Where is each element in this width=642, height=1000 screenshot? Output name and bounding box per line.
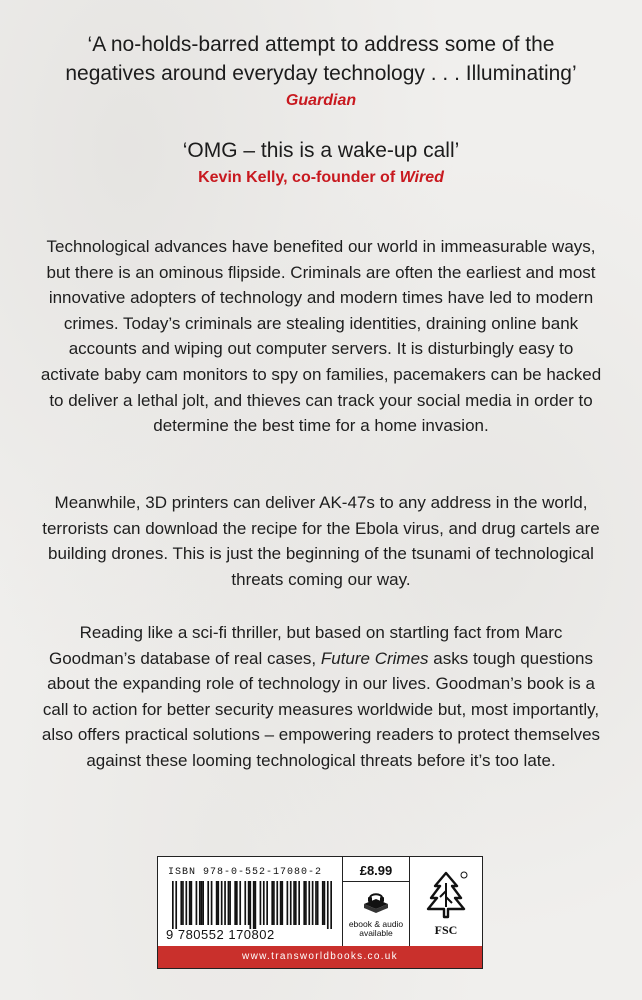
- paragraph-text: Meanwhile, 3D printers can deliver AK-47s to any address in the world, terrorists can download the recipe for the Ebola virus, and drug cartels are building drones. This is just the beginning of the tsunami of technological threats coming our way.: [42, 493, 600, 589]
- isbn-area: [158, 857, 342, 946]
- quote-attribution: [0, 90, 642, 112]
- guardian-quote: [0, 30, 642, 112]
- barcode-icon: [172, 881, 332, 931]
- attribution-wired: Wired: [399, 169, 444, 186]
- price-label: £8.99: [359, 863, 393, 878]
- publisher-website: www.transworldbooks.co.uk: [158, 946, 482, 968]
- blurb-paragraph-2: [40, 490, 602, 592]
- quote-text-line-1: ‘A no-holds-barred attempt to address some of the: [87, 33, 555, 56]
- kelly-quote: [0, 136, 642, 189]
- ebook-availability: [343, 920, 409, 938]
- ebook-audio-icon: [361, 887, 391, 917]
- blurb-paragraph-1: [40, 234, 602, 439]
- paragraph-text-part-2: asks tough questions about the expanding role of technology in our lives. Goodman’s book is a call to action for better security measures worldwide but, most importantly, also offers practical solutions – empowering readers to protect themselves against these looming technological threats before it’s too late.: [41, 648, 601, 770]
- attribution-name: Kevin Kelly, co-founder of: [198, 169, 400, 186]
- ebook-line-2: available: [359, 928, 393, 938]
- fsc-tree-icon: [424, 869, 468, 921]
- ebook-line-1: ebook & audio: [348, 919, 404, 929]
- fsc-area: [410, 857, 482, 946]
- price-divider: [343, 881, 409, 882]
- quote-attribution: [0, 167, 642, 189]
- paragraph-text-part-1: Reading like a sci-fi thriller, but based on startling fact from Marc Goodman’s database of real cases,: [49, 623, 563, 668]
- fsc-label: FSC: [434, 923, 458, 937]
- isbn-label: ISBN 978-0-552-17080-2: [168, 867, 323, 878]
- price-area: [342, 857, 410, 946]
- book-title: Future Crimes: [320, 648, 429, 668]
- attribution-guardian: Guardian: [285, 92, 357, 109]
- paragraph-text: Technological advances have benefited our world in immeasurable ways, but there is an ominous flipside. Criminals are often the earliest and most innovative adopters of technology and modern times have led to modern crimes. Today’s criminals are stealing identities, draining online bank accounts and wiping out computer servers. It is disturbingly easy to activate baby cam monitors to spy on families, pacemakers can be hacked to deliver a lethal jolt, and thieves can track your social media in order to determine the best time for a home invasion.: [40, 237, 602, 436]
- quote-text: ‘OMG – this is a wake-up call’: [182, 139, 460, 162]
- blurb-paragraph-3: [40, 620, 602, 774]
- barcode-panel: [157, 856, 483, 969]
- quote-text-line-2: negatives around everyday technology . . . Illuminating’: [65, 62, 577, 85]
- barcode-digits: 9 780552 170802: [166, 927, 275, 942]
- paragraph-text: [40, 620, 602, 774]
